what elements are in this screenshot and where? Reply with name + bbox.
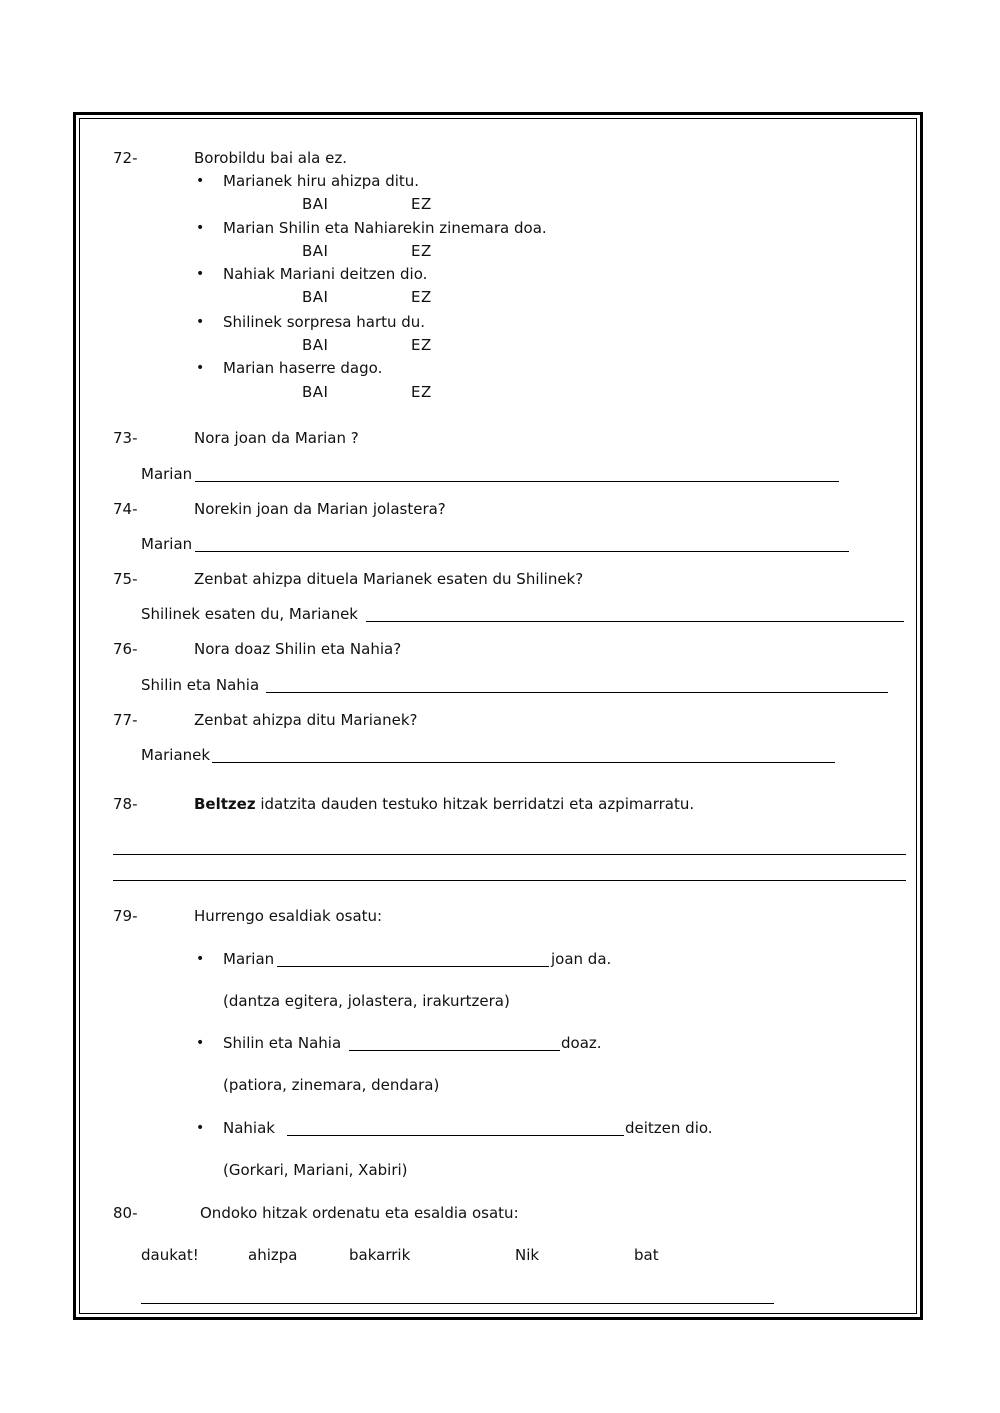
q72-no-1[interactable]: EZ	[411, 195, 432, 213]
bullet-icon: •	[196, 951, 205, 967]
question-80-instruction: Ondoko hitzak ordenatu eta esaldia osatu:	[200, 1204, 519, 1222]
q73-answer-line[interactable]	[195, 481, 839, 482]
question-77-number: 77-	[113, 711, 138, 729]
q73-answer-prefix: Marian	[141, 465, 193, 483]
q78-instruction: idatzita dauden testuko hitzak berridatzi eta azpimarratu.	[255, 795, 695, 813]
question-75-text: Zenbat ahizpa dituela Marianek esaten du Shilinek?	[194, 570, 584, 588]
q79-item-1-before: Marian	[223, 950, 275, 968]
q80-answer-line[interactable]	[141, 1303, 774, 1304]
q72-statement-3: Nahiak Mariani deitzen dio.	[223, 265, 428, 283]
question-77-text: Zenbat ahizpa ditu Marianek?	[194, 711, 418, 729]
bullet-icon: •	[196, 266, 205, 282]
q78-answer-line-1[interactable]	[113, 854, 906, 855]
q80-word: bat	[634, 1246, 659, 1264]
q76-answer-prefix: Shilin eta Nahia	[141, 676, 260, 694]
q79-item-1-options: (dantza egitera, jolastera, irakurtzera)	[223, 992, 510, 1010]
q72-statement-4: Shilinek sorpresa hartu du.	[223, 313, 426, 331]
q74-answer-line[interactable]	[195, 551, 849, 552]
bullet-icon: •	[196, 1035, 205, 1051]
q79-item-3-after: deitzen dio.	[625, 1119, 713, 1137]
q79-item-2-blank[interactable]	[349, 1050, 560, 1051]
bullet-icon: •	[196, 1120, 205, 1136]
q72-no-2[interactable]: EZ	[411, 242, 432, 260]
question-72-instruction: Borobildu bai ala ez.	[194, 149, 347, 167]
question-73-number: 73-	[113, 429, 138, 447]
q72-statement-1: Marianek hiru ahizpa ditu.	[223, 172, 420, 190]
bullet-icon: •	[196, 173, 205, 189]
q80-word: daukat!	[141, 1246, 199, 1264]
q72-no-4[interactable]: EZ	[411, 336, 432, 354]
bullet-icon: •	[196, 314, 205, 330]
question-75-number: 75-	[113, 570, 138, 588]
q79-item-1-after: joan da.	[551, 950, 612, 968]
q79-item-3-blank[interactable]	[287, 1135, 624, 1136]
q80-word: Nik	[515, 1246, 540, 1264]
q79-item-2-after: doaz.	[561, 1034, 602, 1052]
q78-bold-word: Beltzez	[194, 795, 256, 813]
question-76-number: 76-	[113, 640, 138, 658]
q78-answer-line-2[interactable]	[113, 880, 906, 881]
q79-item-2-options: (patiora, zinemara, dendara)	[223, 1076, 440, 1094]
q76-answer-line[interactable]	[266, 692, 888, 693]
q79-item-1-blank[interactable]	[277, 966, 549, 967]
q80-word: ahizpa	[248, 1246, 298, 1264]
q72-statement-2: Marian Shilin eta Nahiarekin zinemara doa.	[223, 219, 547, 237]
q75-answer-prefix: Shilinek esaten du, Marianek	[141, 605, 358, 623]
bullet-icon: •	[196, 360, 205, 376]
question-80-number: 80-	[113, 1204, 138, 1222]
q72-no-5[interactable]: EZ	[411, 383, 432, 401]
q79-item-2-before: Shilin eta Nahia	[223, 1034, 342, 1052]
q72-yes-4[interactable]: BAI	[302, 336, 329, 354]
q80-word: bakarrik	[349, 1246, 411, 1264]
q74-answer-prefix: Marian	[141, 535, 193, 553]
q72-no-3[interactable]: EZ	[411, 288, 432, 306]
q77-answer-line[interactable]	[212, 762, 835, 763]
q77-answer-prefix: Marianek	[141, 746, 211, 764]
question-79-number: 79-	[113, 907, 138, 925]
q75-answer-line[interactable]	[366, 621, 904, 622]
question-79-instruction: Hurrengo esaldiak osatu:	[194, 907, 383, 925]
question-74-number: 74-	[113, 500, 138, 518]
question-78-number: 78-	[113, 795, 138, 813]
bullet-icon: •	[196, 220, 205, 236]
question-73-text: Nora joan da Marian ?	[194, 429, 359, 447]
question-72-number: 72-	[113, 149, 138, 167]
q72-yes-1[interactable]: BAI	[302, 195, 329, 213]
question-78-text	[194, 795, 694, 813]
question-76-text: Nora doaz Shilin eta Nahia?	[194, 640, 402, 658]
q72-yes-2[interactable]: BAI	[302, 242, 329, 260]
q72-yes-5[interactable]: BAI	[302, 383, 329, 401]
q72-yes-3[interactable]: BAI	[302, 288, 329, 306]
q79-item-3-options: (Gorkari, Mariani, Xabiri)	[223, 1161, 408, 1179]
q79-item-3-before: Nahiak	[223, 1119, 275, 1137]
q72-statement-5: Marian haserre dago.	[223, 359, 383, 377]
question-74-text: Norekin joan da Marian jolastera?	[194, 500, 446, 518]
